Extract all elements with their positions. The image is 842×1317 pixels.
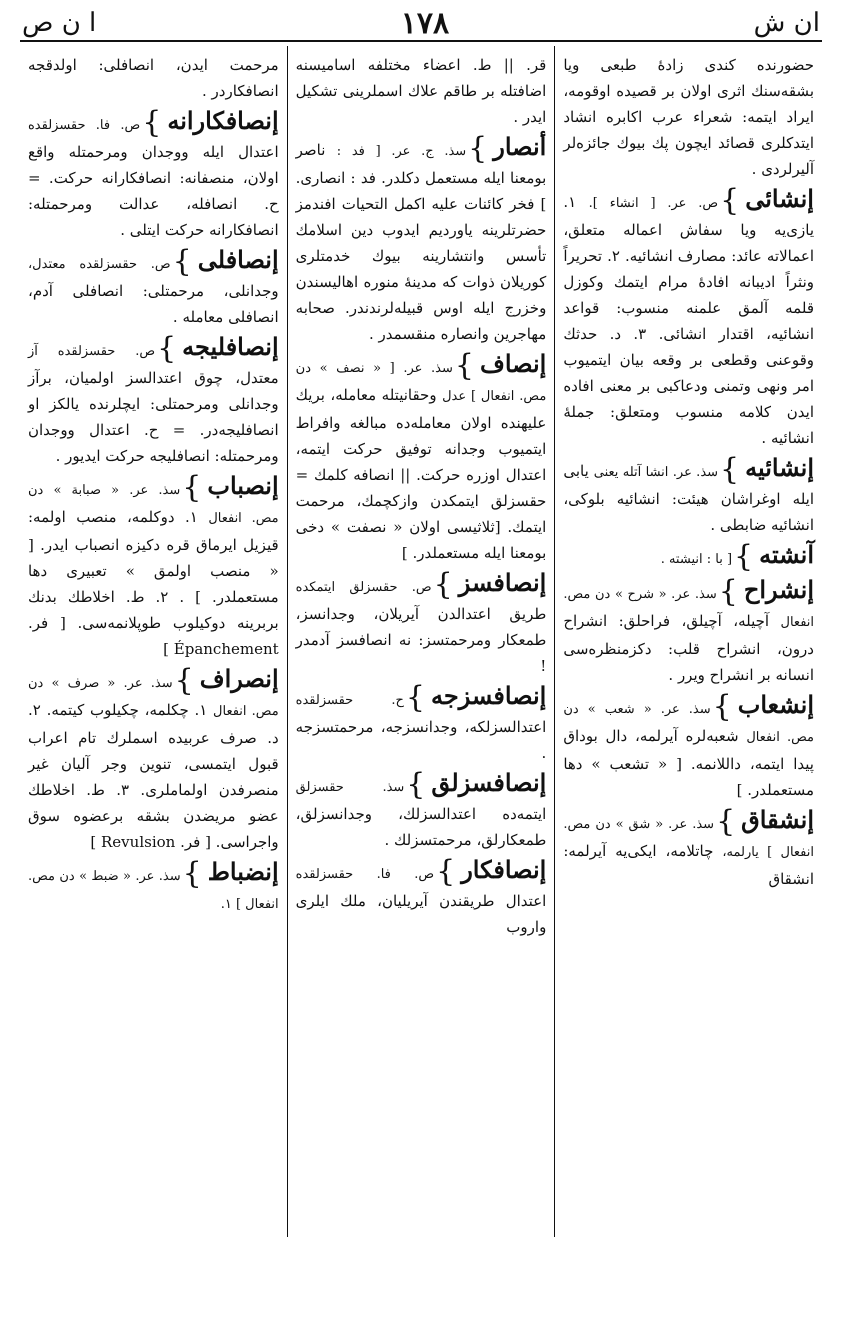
entry-grammar: سذ. ج. عر. [ فد : [336, 144, 467, 159]
brace-mark: } [182, 470, 202, 505]
entry-headword: إنصباب [207, 471, 279, 500]
entry-headword: إنصافليجه [182, 332, 279, 361]
dictionary-entry [28, 52, 279, 104]
entry-definition: يابى ايله اوغراشان هيئت: انشائيه بلوكى، انشائيه ضابطى . [563, 462, 814, 534]
right-column [555, 46, 822, 1237]
entry-headword: إنشعاب [737, 690, 814, 719]
brace-mark: } [433, 567, 453, 602]
dictionary-entry [295, 767, 547, 853]
running-head-left: ا ن ص [22, 8, 97, 38]
brace-mark: } [406, 767, 426, 802]
entry-grammar: سذ. عر. « ضبط » دن مص. انفعال ] ١. [27, 869, 279, 912]
entry-headword: إنصراف [199, 664, 279, 693]
entry-headword: إنضباط [207, 857, 279, 886]
dictionary-entry [27, 470, 279, 662]
entry-headword: إنشائيه [745, 453, 814, 482]
brace-mark: } [468, 131, 488, 166]
entry-grammar: ح. حقسزلقده [295, 693, 404, 708]
entry-headword: إنشقاق [741, 805, 814, 834]
dictionary-entry [27, 331, 279, 469]
entry-definition: چاتلامه، ايكى‌يه آيرلمه: انشقاق [563, 842, 814, 888]
entry-headword: إنشراح [743, 575, 814, 604]
left-column [20, 46, 288, 1237]
brace-mark: } [157, 331, 177, 366]
dictionary-entry [27, 105, 279, 243]
entry-grammar: ص. حقسزلقده آز [27, 344, 156, 359]
dictionary-entry [295, 854, 547, 940]
entry-grammar: ص. حقسزلق ايتمكده [295, 580, 432, 595]
entry-headword: إنشائى [745, 184, 814, 213]
dictionary-entry [296, 52, 547, 130]
entry-grammar: ص. فا. حقسزلقده [27, 118, 141, 133]
entry-definition: اعتدالسزلكه، وجدانسزجه، مرحمتسزجه . [295, 718, 547, 762]
dictionary-entry [27, 856, 279, 918]
dictionary-entry [563, 452, 814, 538]
header-rule [20, 40, 822, 42]
brace-mark: } [454, 348, 474, 383]
entry-headword: إنصاف [479, 349, 547, 378]
entry-definition: حضورنده كندى زادهٔ طبعى ويا بشقه‌سنك اثرى اولان بر قصيده اوقومه، ايراد ايتمه: شعراء عرب اكابره انشاد ايتدكلرى قصائد ايچون پك بيوك جائزه‌لر آليرلردى . [563, 56, 814, 178]
dictionary-entry [563, 52, 814, 182]
entry-headword: إنصافلى [197, 245, 279, 274]
brace-mark: } [436, 854, 456, 889]
dictionary-entry [563, 183, 814, 451]
brace-mark: } [712, 689, 732, 724]
dictionary-entry [563, 539, 814, 574]
dictionary-entry [563, 804, 814, 892]
entry-definition: ١. يازى‌يه ويا سفاش اعماله متعلق، اعمالاته عائد: مصارف انشائيه. ٢. تحريراً ونثراً اديبانه افادهٔ مرام ايتمك وكوزل قلمه آلمق علمنه منسوب: قواعد انشائيه، اقتدار انشائى. ٣. د. حدثك وقوعنى وقطعى بر وقعه بيان ايتميوب امر ونهى وتمنى ودعاكبى بر معنى افاده ايدن كلامه منسوب ومتعلق: جملهٔ انشائيه . [563, 193, 814, 447]
entry-definition: مرحمت ايدن، انصافلى: اولدقجه انصافكاردر . [27, 56, 279, 100]
brace-mark: } [172, 244, 192, 279]
dictionary-columns [20, 46, 822, 1237]
entry-headword: إنصافسزلق [431, 768, 547, 797]
dictionary-entry [295, 567, 547, 679]
brace-mark: } [716, 804, 736, 839]
entry-definition: وحقانيتله معامله، بريك عليهنده اولان معامله‌ده مبالغه وافراط ايتميوب وجدانه توفيق حركت ايتمه، اعتدال اوزره حركت. || انصافه كلمك = حقسزلق ايتمكدن وازكچمك، مرحمت ايتمك. [ثلاثيسى اولان « نصفت » دخى بومعنا ايله مستعملدر. ] [295, 386, 547, 562]
dictionary-entry [563, 574, 814, 688]
entry-definition: اعتدال طريقندن آيريليان، ملك ايلرى واروب [295, 892, 547, 936]
dictionary-entry [295, 680, 547, 766]
entry-definition: اعتدال ايله ووجدان ومرحمتله واقع اولان، منصفانه: انصافكارانه حركت. = ح. انصافله، عدالت ومرحمتله: انصافكارانه حركت ايتلى . [27, 143, 279, 239]
brace-mark: } [405, 680, 426, 715]
brace-mark: } [142, 105, 162, 140]
page-header [22, 6, 820, 40]
dictionary-entry [27, 244, 279, 330]
entry-grammar: ص. عر. [ انشاء ]. [588, 196, 719, 211]
entry-headword: أنصار [493, 132, 547, 161]
brace-mark: } [718, 574, 738, 609]
entry-definition: ايتمه‌ده اعتدالسزلك، وجدانسزلق، طمعكارلق، مرحمتسزلك . [295, 805, 547, 849]
page-number: ١٧٨ [400, 5, 450, 41]
entry-headword: آنشته [759, 540, 814, 569]
brace-mark: } [720, 452, 740, 487]
entry-grammar: سذ. عر. « شعب » دن مص. انفعال [563, 702, 814, 745]
entry-grammar: ص. فا. حقسزلقده [295, 867, 435, 882]
entry-grammar: سذ. عر. « صرف » دن مص. انفعال [27, 676, 279, 719]
entry-definition: ناصر بومعنا ايله مستعمل دكلدر. فد : انصارى. ] فخر كائنات عليه اكمل التحيات افندمز حضرتلرينه ياورديم ايدوب دين اسلامك تأسس وانتشارينه بيوك خدمتلرى كوريلان ذوات كه مدينهٔ منوره اهاليسندن وخزرج ايله اوس قبيله‌لرندندر. صحابه مهاجرين وانصاره منقسمدر . [295, 141, 547, 343]
entry-definition: ١. چكلمه، چكيلوب كيتمه. ٢. د. صرف عربيده اسملرك تام اعراب قبول ايتمسى، تنوين وجر آليان غير منصرفدن اولماملرى. ٣. ط. اخلاطك عضو مريضدن بشقه برعضوه سوق واجراسى. [ فر. Revulsion ] [27, 701, 279, 851]
dictionary-entry [295, 131, 547, 347]
entry-grammar: ص. حقسزلقده معتدل، [27, 257, 171, 272]
middle-column [288, 46, 556, 1237]
entry-grammar: سذ. عر. [ « نصف » دن مص. انفعال ] عدل [295, 361, 547, 404]
running-head-right: ان ش [753, 8, 820, 38]
entry-definition: طريق اعتدالدن آيريلان، وجدانسز، طمعكار ومرحمتسز: نه انصافسز آدمدر ! [295, 605, 547, 675]
dictionary-entry [27, 663, 279, 855]
entry-definition: قر. || ط. اعضاء مختلفه اساميسنه اضافتله بر طاقم علاك اسملرينى تشكيل ايدر . [295, 56, 547, 126]
entry-definition: وجدانلى، مرحمتلى: انصافلى آدم، انصافلى معامله . [27, 282, 279, 326]
entry-grammar: سذ. عر. انشا آتله يعنى [593, 465, 719, 480]
entry-definition: شعبه‌لره آيرلمه، دال بوداق پيدا ايتمه، داللانمه. [ « تشعب » دها مستعملدر. ] [563, 727, 814, 799]
brace-mark: } [720, 183, 740, 218]
entry-definition: معتدل، چوق اعتدالسز اولميان، برآز وجدانلى ومرحمتلى: ايچلرنده يالكز او انصافليجه‌در. = ح. اعتدال ووجدان ومرحمتله: انصافليجه حركت ايديور . [27, 369, 279, 465]
brace-mark: } [182, 856, 202, 891]
entry-grammar: سذ. عر. « شرح » دن مص. انفعال [563, 587, 814, 630]
entry-headword: إنصافسزجه [431, 681, 547, 710]
dictionary-entry [563, 689, 814, 803]
entry-grammar: [ با : انيشته . [660, 552, 733, 567]
entry-headword: إنصافكار [461, 855, 547, 884]
entry-grammar: سذ. عر. « صبابة » دن مص. انفعال [27, 483, 279, 526]
entry-headword: إنصافسز [458, 568, 547, 597]
entry-definition: ١. دوكلمه، منصب اولمه: قيزيل ايرماق قره دكيزه انصباب ايدر. [ « منصب اولمق » تعبيرى دها مستعملدر. ] . ٢. ط. اخلاطك بدنك بربرينه دوكيلوب طوپلانمه‌سى. [ فر. Épanchement ] [27, 508, 279, 658]
brace-mark: } [174, 663, 194, 698]
dictionary-entry [295, 348, 547, 566]
entry-headword: إنصافكارانه [167, 106, 279, 135]
brace-mark: } [734, 539, 754, 574]
entry-definition: آچيله، آچيلق، فراحلق: انشراح درون، انشراح قلب: دكزمنظره‌سى انسانه بر انشراح ويرر . [563, 612, 814, 684]
entry-grammar: سذ. حقسزلق [295, 780, 405, 795]
entry-grammar: سذ. عر. « شق » دن مص. انفعال ] يارلمه، [563, 817, 814, 860]
